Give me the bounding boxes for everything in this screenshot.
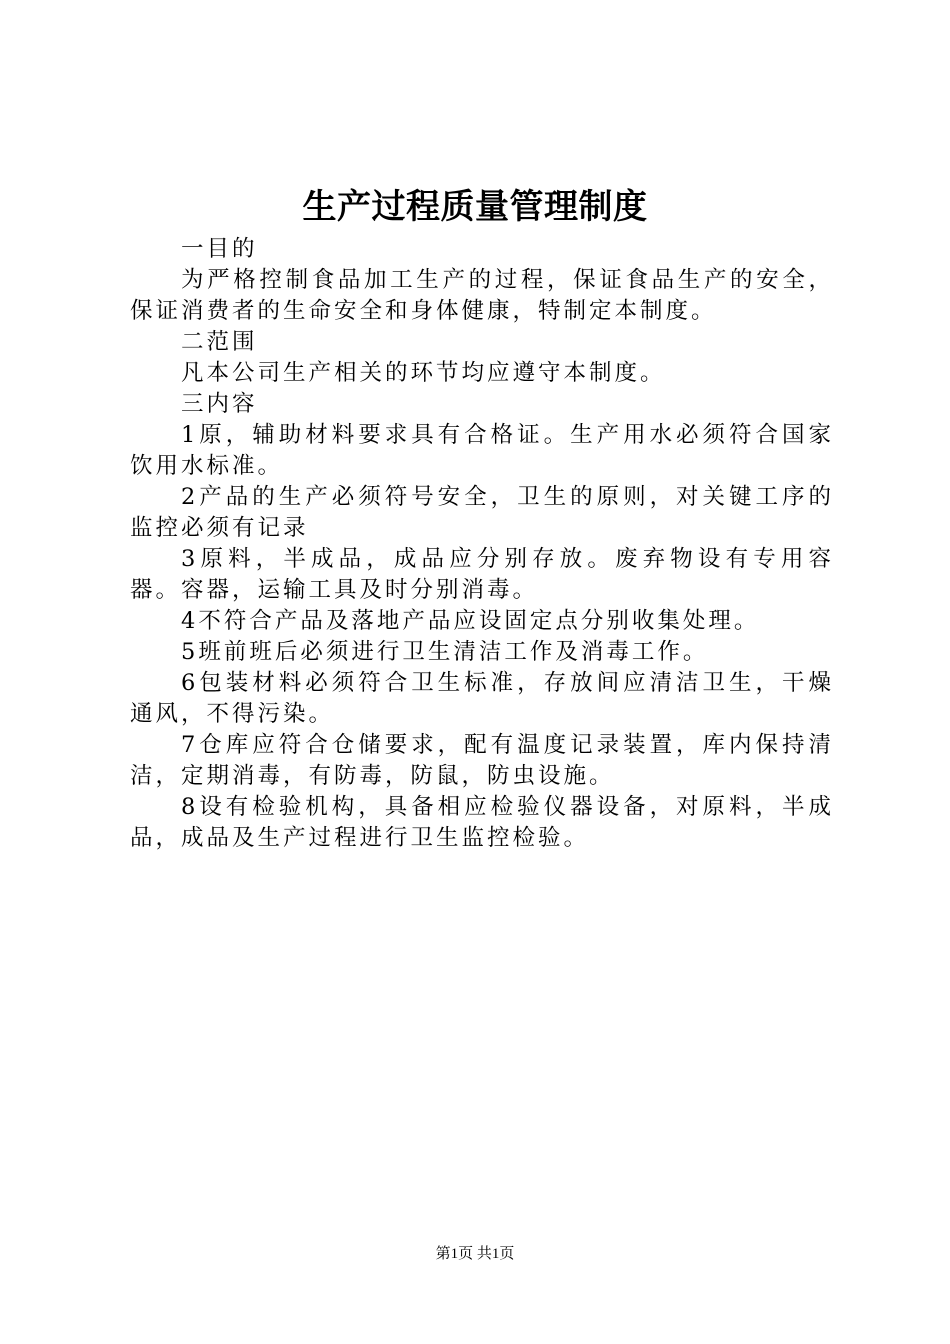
content-item-7: 7仓库应符合仓储要求，配有温度记录装置，库内保持清洁，定期消毒，有防毒，防鼠，防虫设施。 — [130, 732, 834, 789]
content-item-1: 1原，辅助材料要求具有合格证。生产用水必须符合国家饮用水标准。 — [130, 422, 834, 479]
content-item-4: 4不符合产品及落地产品应设固定点分别收集处理。 — [181, 608, 760, 634]
content-item-6: 6包装材料必须符合卫生标准，存放间应清洁卫生，干燥通风，不得污染。 — [130, 670, 834, 727]
section-heading-content: 三内容 — [181, 391, 258, 417]
paragraph-scope: 凡本公司生产相关的环节均应遵守本制度。 — [181, 360, 666, 386]
section-heading-purpose: 一目的 — [181, 236, 258, 262]
content-item-3: 3原料，半成品，成品应分别存放。废弃物设有专用容器。容器，运输工具及时分别消毒。 — [130, 546, 834, 603]
document-title: 生产过程质量管理制度 — [302, 187, 648, 227]
content-item-2: 2产品的生产必须符号安全，卫生的原则，对关键工序的监控必须有记录 — [130, 484, 834, 541]
document-body — [130, 234, 834, 854]
section-heading-scope: 二范围 — [181, 329, 258, 355]
page-number-footer: 第1页 共1页 — [435, 1246, 515, 1262]
paragraph-purpose: 为严格控制食品加工生产的过程，保证食品生产的安全，保证消费者的生命安全和身体健康，特制定本制度。 — [130, 267, 834, 324]
content-item-5: 5班前班后必须进行卫生清洁工作及消毒工作。 — [181, 639, 709, 665]
content-item-8: 8设有检验机构，具备相应检验仪器设备，对原料，半成品，成品及生产过程进行卫生监控检验。 — [130, 794, 834, 851]
